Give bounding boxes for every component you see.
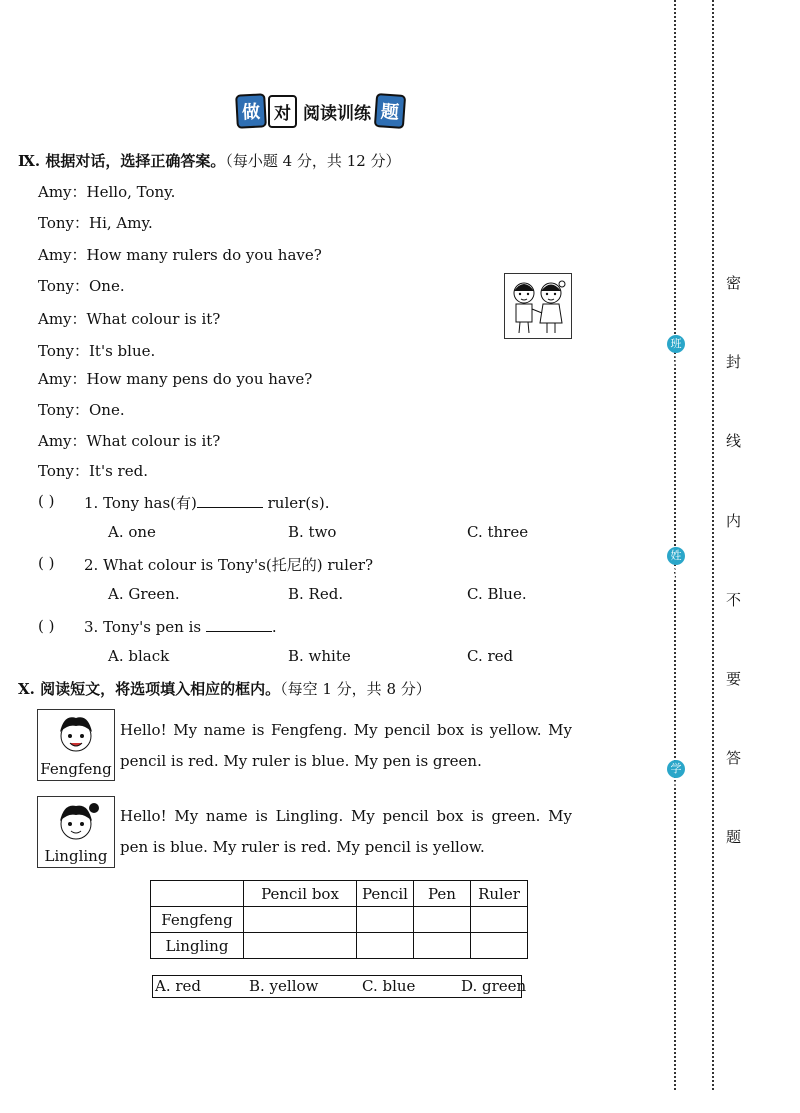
margin-badge-name: 姓名 [667,547,685,565]
option-c: C. three [467,523,529,541]
margin-char: 题 [726,828,742,846]
table-row [151,933,528,959]
dialogue-line: Amy：Hello, Tony. [38,183,176,201]
answer-cell[interactable] [414,933,471,959]
margin-badge-number: 学号 [667,760,685,778]
section10-note: （每空 1 分，共 8 分） [280,680,431,698]
fill-blank[interactable] [206,617,272,632]
answer-paren[interactable]: ( ) [38,617,55,635]
option-a: A. one [108,523,156,541]
choice-b: B. yellow [249,977,319,995]
section10-heading: Ⅹ. 阅读短文，将选项填入相应的框内。 [18,680,281,698]
question-3 [84,617,277,636]
question-2: 2. What colour is Tony's(托尼的) ruler? [84,556,374,574]
answer-table [150,880,528,959]
answer-cell[interactable] [471,933,528,959]
answer-paren[interactable]: ( ) [38,492,55,510]
choice-c: C. blue [362,977,416,995]
margin-badge-class: 班级 [667,335,685,353]
dialogue-line: Tony：One. [38,401,125,419]
dialogue-line: Tony：It's blue. [38,342,156,360]
margin-char: 答 [726,749,742,767]
answer-cell[interactable] [471,907,528,933]
margin-char: 封 [726,353,742,371]
banner-part-1: 做 [235,93,267,129]
row-label: Lingling [151,933,244,959]
answer-cell[interactable] [244,933,357,959]
question-1-pre: 1. Tony has(有) [84,494,197,512]
fengfeng-portrait [37,709,115,781]
children-illustration [504,273,572,339]
margin-char: 要 [726,670,742,688]
margin-char: 不 [726,591,742,609]
section10-title [18,678,431,699]
answer-cell[interactable] [357,907,414,933]
dialogue-line: Tony：One. [38,277,125,295]
lingling-passage: Hello! My name is Lingling. My pencil box is green. My pen is blue. My ruler is red. My pencil is yellow. [120,807,572,856]
choices-box [152,975,527,998]
margin-char: 线 [726,432,742,450]
section9-title [18,150,401,171]
row-label: Fengfeng [151,907,244,933]
portrait-caption: Lingling [44,847,108,865]
portrait-caption: Fengfeng [40,760,112,778]
option-a: A. Green. [108,585,180,603]
dialogue-line: Tony：Hi, Amy. [38,214,153,232]
dialogue-line: Amy：What colour is it? [38,432,221,450]
table-header-cell: Ruler [471,881,528,907]
fill-blank[interactable] [197,493,263,508]
option-b: B. Red. [288,585,344,603]
answer-cell[interactable] [357,933,414,959]
option-a: A. black [108,647,170,665]
question-3-pre: 3. Tony's pen is [84,618,202,636]
option-b: B. white [288,647,351,665]
dialogue-line: Amy：What colour is it? [38,310,221,328]
fengfeng-passage: Hello! My name is Fengfeng. My pencil box is yellow. My pencil is red. My ruler is blue. My pen is green. [120,721,572,770]
table-header-cell [151,881,244,907]
binding-line-inner [674,0,676,1090]
section9-note: （每小题 4 分，共 12 分） [225,152,401,170]
girl-avatar-icon [38,797,114,847]
table-header-cell: Pen [414,881,471,907]
margin-char: 密 [726,274,742,292]
banner-part-4: 题 [374,93,406,129]
section-banner [236,94,405,128]
section9-heading: Ⅸ. 根据对话，选择正确答案。 [18,152,226,170]
option-c: C. Blue. [467,585,527,603]
banner-part-3: 阅读训练 [303,103,371,124]
choice-d: D. green [461,977,527,995]
banner-part-2: 对 [268,95,297,128]
lingling-portrait [37,796,115,868]
question-1-post: ruler(s). [262,494,330,512]
table-header-row [151,881,528,907]
question-3-post: . [271,618,277,636]
dialogue-line: Amy：How many rulers do you have? [38,246,322,264]
boy-avatar-icon [38,710,114,760]
dialogue-line: Amy：How many pens do you have? [38,370,313,388]
table-header-cell: Pencil box [244,881,357,907]
margin-char: 内 [726,512,742,530]
answer-cell[interactable] [244,907,357,933]
question-1 [84,492,329,513]
table-header-cell: Pencil [357,881,414,907]
table-row [151,907,528,933]
binding-line-outer [712,0,714,1090]
option-c: C. red [467,647,514,665]
dialogue-line: Tony：It's red. [38,462,148,480]
option-b: B. two [288,523,337,541]
answer-paren[interactable]: ( ) [38,554,55,572]
choice-a: A. red [155,977,202,995]
answer-cell[interactable] [414,907,471,933]
